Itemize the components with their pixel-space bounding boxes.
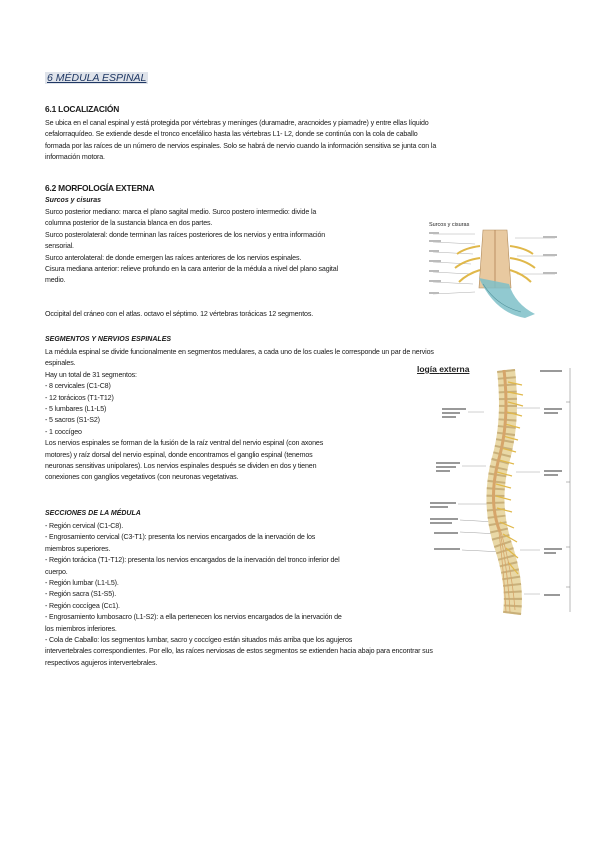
subheading-segmentos: SEGMENTOS Y NERVIOS ESPINALES [45, 336, 172, 343]
subheading-secciones: SECCIONES DE LA MÉDULA [45, 510, 141, 517]
text-line: miembros superiores. [45, 544, 111, 553]
label-placeholders-right [540, 370, 562, 596]
text-line: Los nervios espinales se forman de la fusión de la raíz ventral del nervio espinal (con axones [45, 439, 324, 448]
text-line: cuerpo. [45, 567, 68, 576]
text-line: motores) y raíz dorsal del nervio espinal, donde encontramos el ganglio espinal (tenemos [45, 450, 313, 459]
section-heading-morfologia: 6.2 MORFOLOGÍA EXTERNA [45, 183, 155, 193]
text-line: neuronas sensitivas unipolares). Los nervios espinales después se dividen en dos y tienen [45, 462, 317, 471]
list-item: - 8 cervicales (C1-C8) [45, 382, 111, 391]
section-heading-localizacion: 6.1 LOCALIZACIÓN [45, 104, 120, 114]
paragraph-segmentos [45, 347, 434, 484]
list-item: - Región torácica (T1-T12): presenta los nervios encargados de la inervación del tronco inferior del [45, 556, 340, 565]
text-line: Cisura mediana anterior: relieve profundo en la cara anterior de la médula a nivel del plano sagital [45, 265, 338, 274]
subheading-surcos: Surcos y cisuras [45, 197, 102, 204]
paragraph-secciones [45, 521, 433, 669]
spinal-column-illustration [420, 362, 580, 620]
text-line: respectivos agujeros intervertebrales. [45, 658, 158, 667]
list-item: - Región lumbar (L1-L5). [45, 579, 119, 588]
text-line: cefalorraquídeo. Se extiende desde el tronco encefálico hasta las vértebras L1- L2, donde se continúa con la cola de caballo [45, 130, 418, 139]
text-line: formada por las raíces de un número de nervios espinales. Solo se habrá de nervio cuando la información sensitiva se junta con la [45, 141, 437, 150]
paragraph-localizacion [45, 118, 436, 164]
list-item: - Región cervical (C1-C8). [45, 522, 124, 530]
list-item: - Engrosamiento cervical (C3-T1): presenta los nervios encargados de la inervación de los [45, 533, 316, 542]
figure2-title-b: externa [439, 364, 470, 374]
list-item: - 1 coccígeo [45, 427, 82, 436]
text-line: los miembros inferiores. [45, 624, 117, 633]
text-line: Surco anterolateral: de donde emergen las raíces anteriores de los nervios espinales. [45, 253, 302, 262]
text-line: Hay un total de 31 segmentos: [45, 370, 137, 379]
text-line: Occipital del cráneo con el atlas. octavo el séptimo. 12 vértebras torácicas 12 segmentos. [45, 310, 314, 318]
list-item: - 5 sacros (S1-S2) [45, 416, 100, 425]
text-line: La médula espinal se divide funcionalmente en segmentos medulares, a cada uno de los cuales le corresponde un par de nervios [45, 348, 434, 356]
text-line: columna posterior de la sustancia blanca en dos partes. [45, 219, 213, 228]
text-line: Surco posterior mediano: marca el plano sagital medio. Surco postero intermedio: divide la [45, 208, 317, 216]
paragraph-note [45, 309, 313, 320]
text-line: espinales. [45, 359, 76, 368]
text-line: información motora. [45, 153, 105, 162]
text-line: medio. [45, 276, 66, 285]
list-item: - Región sacra (S1-S5). [45, 590, 117, 599]
region-brackets [566, 368, 570, 612]
text-line: Se ubica en el canal espinal y está protegida por vértebras y meninges (duramadre, aracnoides y piamadre) y entre ellas líquido [45, 119, 429, 127]
paragraph-surcos [45, 207, 338, 287]
figure-title: Surcos y cisuras [429, 222, 470, 228]
label-placeholders-left [430, 408, 466, 550]
list-item: - 12 torácicos (T1-T12) [45, 393, 114, 402]
list-item: - Región coccígea (Cc1). [45, 601, 120, 610]
list-item: - Cola de Caballo: los segmentos lumbar, sacro y coccígeo están situados más arriba que los agujeros [45, 636, 353, 645]
page-title: 6 MÉDULA ESPINAL [47, 72, 147, 84]
text-line: conexiones con ganglios vegetativos (con neuronas vegetativas. [45, 473, 239, 482]
text-line: sensorial. [45, 242, 74, 251]
dura-mater-shape [479, 278, 535, 318]
text-line: Surco posterolateral: donde terminan las raíces posteriores de los nervios y entra información [45, 230, 326, 239]
list-item: - 5 lumbares (L1-L5) [45, 405, 107, 414]
spinal-cord-surface-illustration [425, 218, 560, 328]
figure2-title-a: logía [417, 364, 440, 374]
text-line: intervertebrales correspondientes. Por ello, las raíces nerviosas de estos segmentos se extienden hacia abajo para encontrar sus [45, 647, 433, 656]
list-item: - Engrosamiento lumbosacro (L1-S2): a ella pertenecen los nervios encargados de la inervación de [45, 613, 342, 622]
